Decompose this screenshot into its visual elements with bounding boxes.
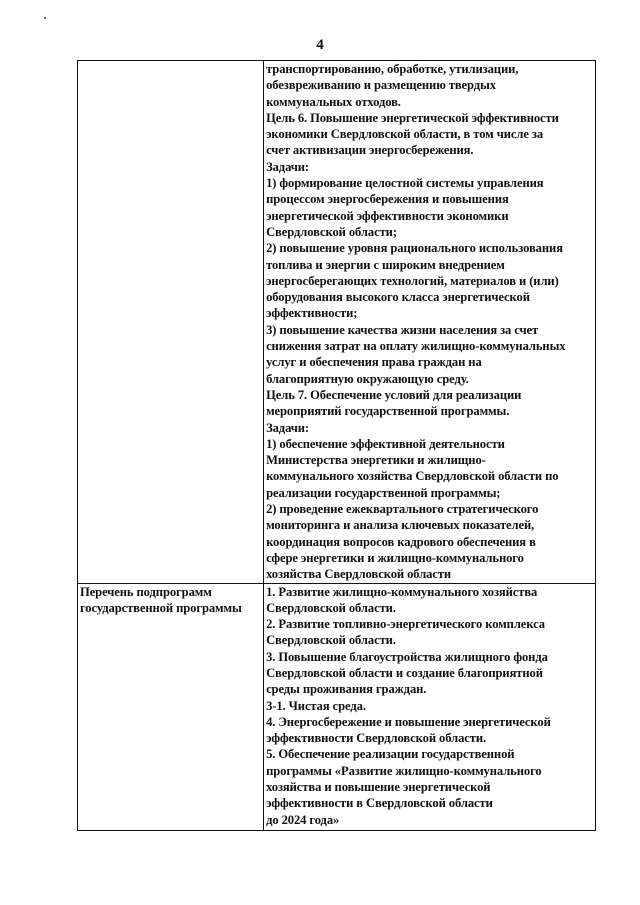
text-line: Свердловской области. — [266, 633, 396, 648]
text-line: эффективности Свердловской области. — [266, 731, 487, 746]
text-line: эффективности в Свердловской области — [266, 796, 493, 811]
text-line: 2) повышение уровня рационального использования — [266, 241, 563, 256]
text-line: Цель 7. Обеспечение условий для реализации — [266, 387, 522, 402]
text-line: 1. Развитие жилищно-коммунального хозяйства — [266, 584, 538, 599]
text-line: 4. Энергосбережение и повышение энергетической — [266, 714, 551, 729]
text-line: 1) формирование целостной системы управления — [266, 176, 544, 191]
text-line: Задачи: — [266, 420, 310, 435]
text-line: оборудования высокого класса энергетической — [266, 290, 530, 305]
passport-table — [77, 60, 596, 831]
text-line: координация вопросов кадрового обеспечения в — [266, 534, 536, 549]
text-line: энергетической эффективности экономики — [266, 208, 509, 223]
text-line: энергосберегающих технологий, материалов и (или) — [266, 273, 559, 288]
row-content-cell — [264, 61, 596, 584]
text-line: транспортированию, обработке, утилизации, — [266, 62, 519, 76]
text-line: 3-1. Чистая среда. — [266, 698, 366, 713]
text-line: сфере энергетики и жилищно-коммунального — [266, 550, 524, 565]
text-line: топлива и энергии с широким внедрением — [266, 257, 505, 272]
text-line: 3. Повышение благоустройства жилищного фонда — [266, 649, 548, 664]
text-line: коммунального хозяйства Свердловской области по — [266, 469, 559, 484]
scan-speck — [44, 17, 46, 19]
text-line: мониторинга и анализа ключевых показателей, — [266, 518, 535, 533]
text-line: хозяйства Свердловской области — [266, 567, 452, 582]
text-line: снижения затрат на оплату жилищно-коммунальных — [266, 339, 566, 354]
text-line: 3) повышение качества жизни населения за счет — [266, 322, 539, 337]
text-line: Задачи: — [266, 159, 310, 174]
table-row — [78, 583, 596, 830]
text-line: Свердловской области. — [266, 600, 396, 615]
text-line: счет активизации энергосбережения. — [266, 143, 474, 158]
row-label-cell — [78, 61, 264, 584]
row-label-cell — [78, 583, 264, 830]
text-line: среды проживания граждан. — [266, 682, 427, 697]
text-line: 2. Развитие топливно-энергетического комплекса — [266, 617, 545, 632]
text-line: до 2024 года» — [266, 812, 340, 827]
text-line: программы «Развитие жилищно-коммунального — [266, 763, 542, 778]
text-line: Свердловской области; — [266, 224, 397, 239]
text-line: 1) обеспечение эффективной деятельности — [266, 436, 505, 451]
text-line: Цель 6. Повышение энергетической эффективности — [266, 110, 559, 125]
row-content-cell — [264, 583, 596, 830]
text-line: 2) проведение ежеквартального стратегического — [266, 502, 539, 517]
text-line: реализации государственной программы; — [266, 485, 501, 500]
text-line: экономики Свердловской области, в том числе за — [266, 127, 544, 142]
text-line: коммунальных отходов. — [266, 94, 401, 109]
text-line: обезвреживанию и размещению твердых — [266, 78, 496, 93]
text-line: хозяйства и повышение энергетической — [266, 780, 491, 795]
table-row — [78, 61, 596, 584]
page-number: 4 — [316, 37, 324, 53]
text-line: мероприятий государственной программы. — [266, 404, 510, 419]
text-line: Министерства энергетики и жилищно- — [266, 453, 486, 468]
row-label-line: государственной программы — [80, 600, 242, 615]
text-line: 5. Обеспечение реализации государственной — [266, 747, 515, 762]
row-label-line: Перечень подпрограмм — [80, 584, 212, 599]
text-line: Свердловской области и создание благоприятной — [266, 665, 543, 680]
text-line: эффективности; — [266, 306, 358, 321]
text-line: благоприятную окружающую среду. — [266, 371, 469, 386]
text-line: процессом энергосбережения и повышения — [266, 192, 509, 207]
text-line: услуг и обеспечения права граждан на — [266, 355, 482, 370]
